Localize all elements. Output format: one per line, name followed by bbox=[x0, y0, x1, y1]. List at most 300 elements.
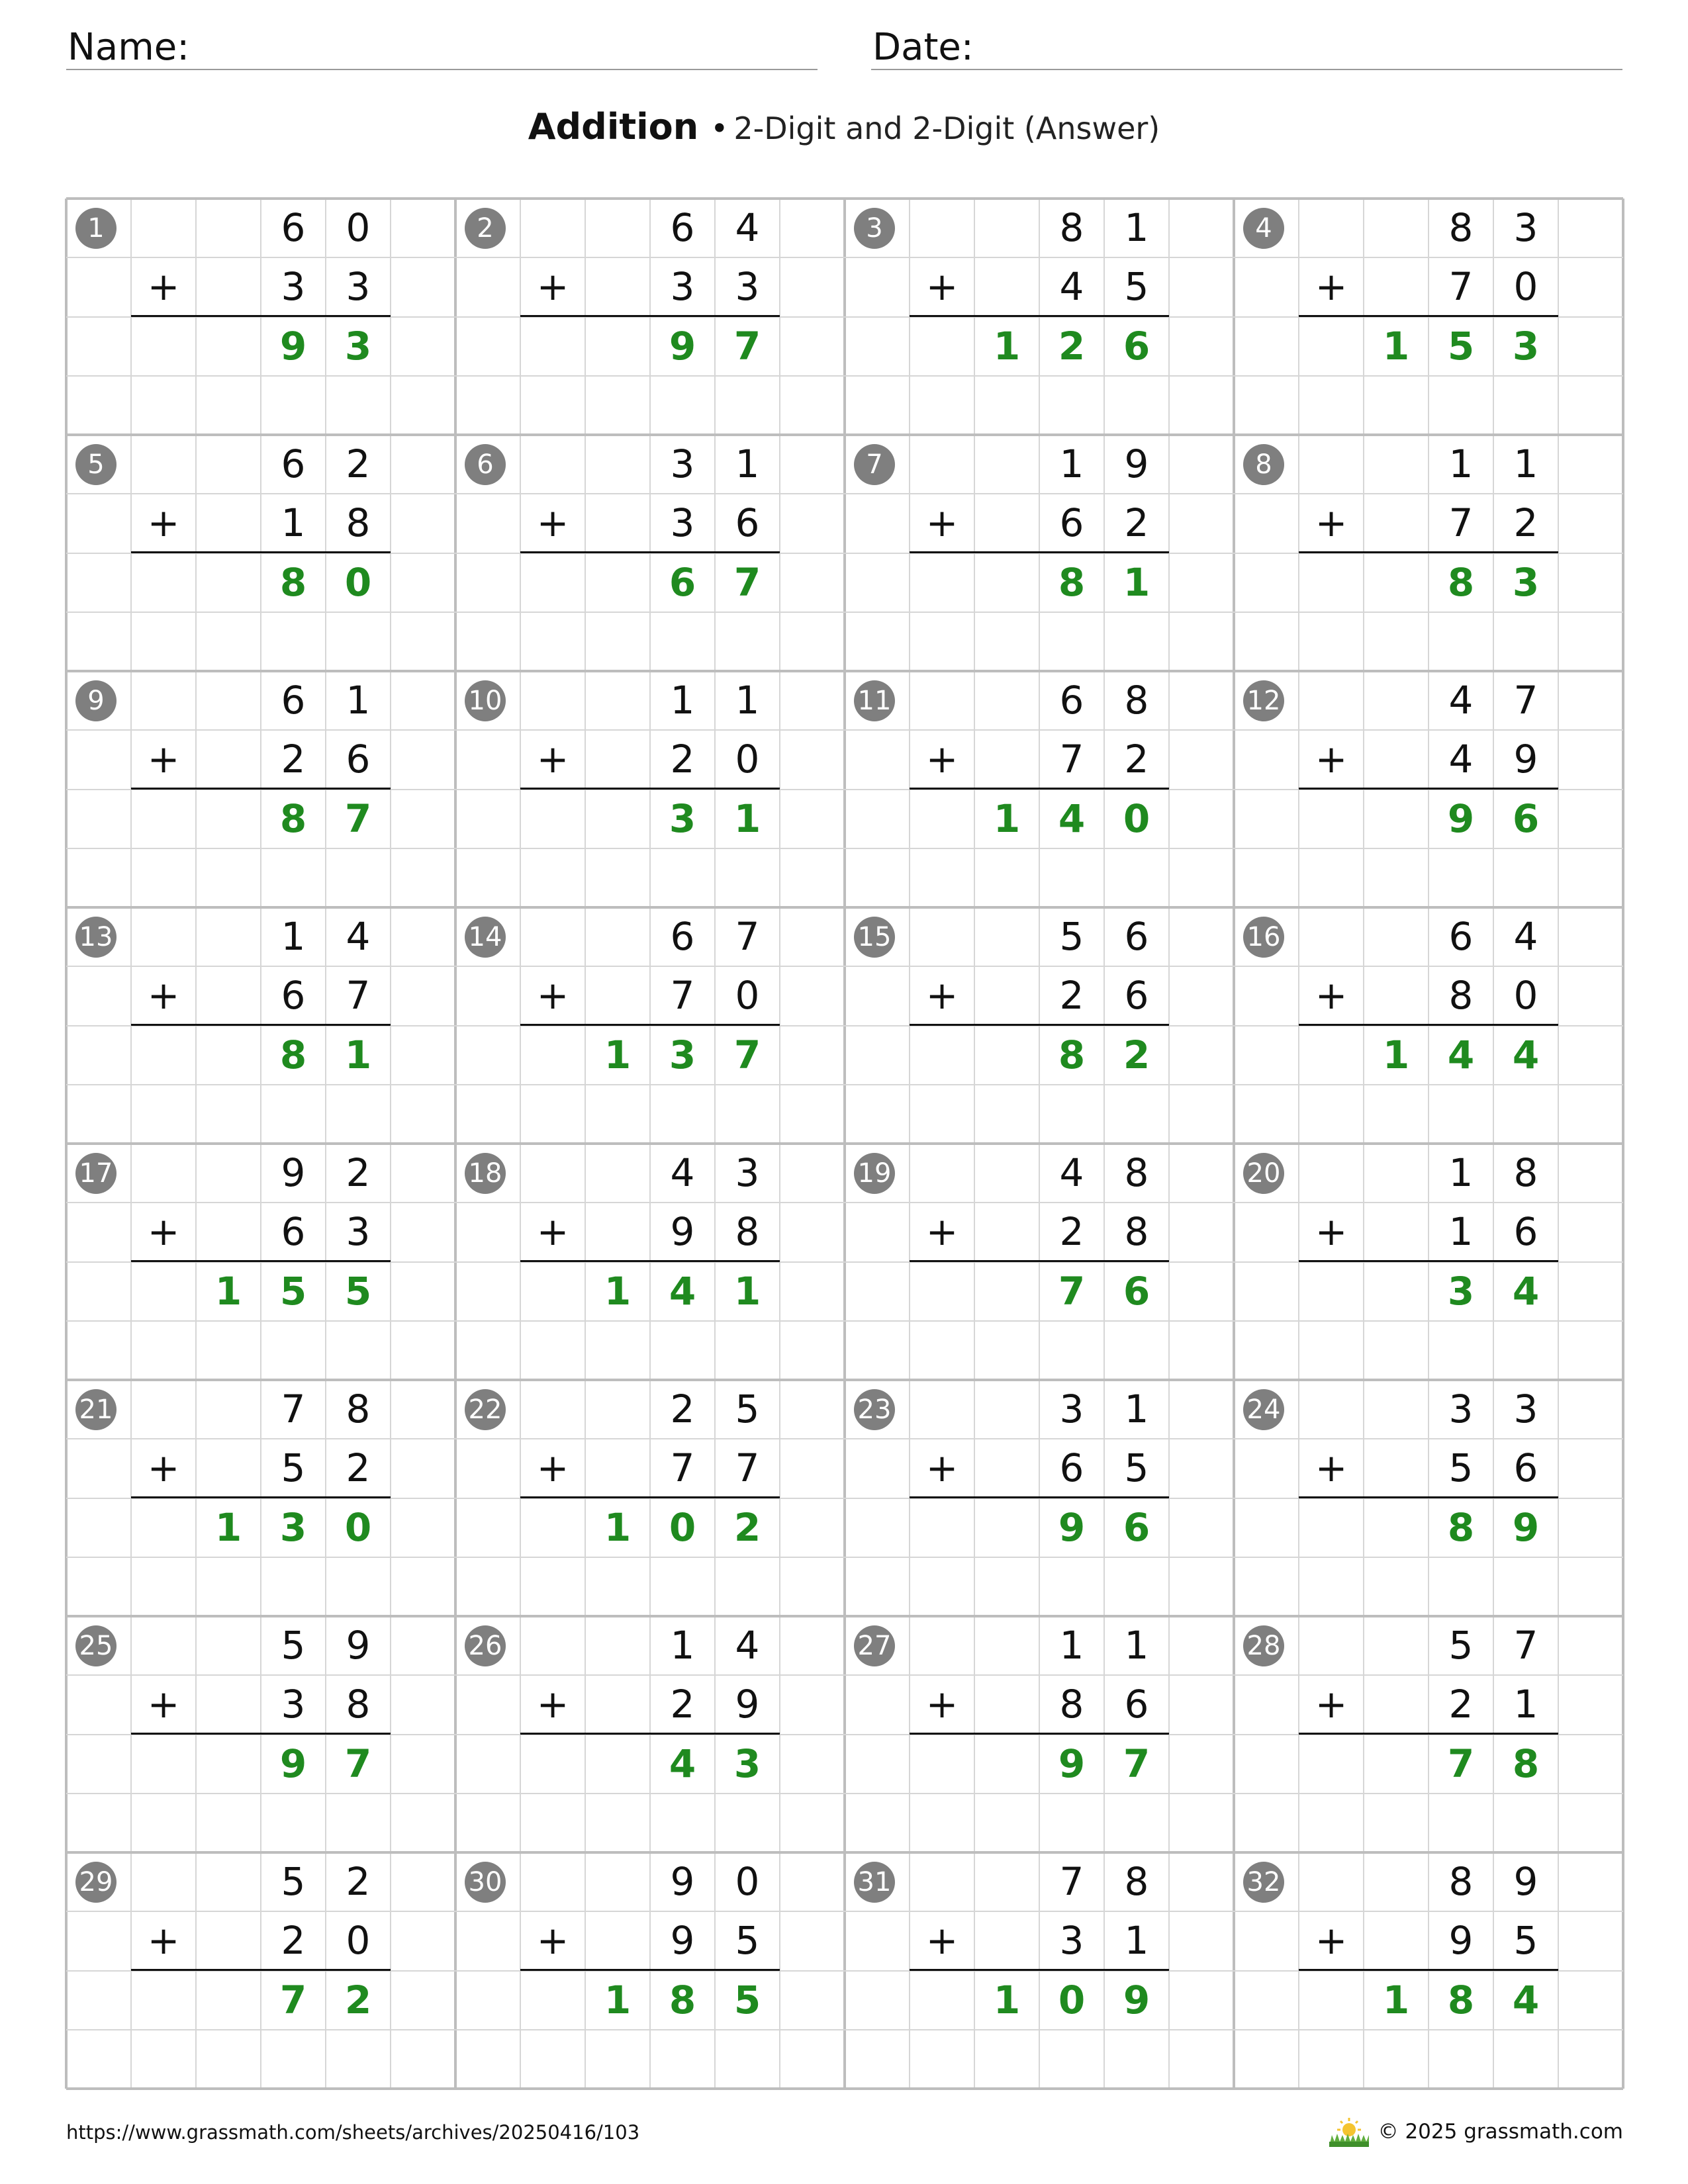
problem-18 bbox=[455, 1144, 845, 1380]
answer-digit: 7 bbox=[344, 1741, 372, 1786]
answer-digit: 9 bbox=[279, 323, 307, 369]
top-number-digit: 6 bbox=[1059, 678, 1084, 723]
plus-sign: + bbox=[536, 1445, 569, 1490]
plus-sign: + bbox=[1315, 1445, 1348, 1490]
bottom-number-digit: 8 bbox=[1448, 973, 1474, 1019]
bottom-number-digit: 3 bbox=[670, 500, 695, 546]
bottom-number-digit: 5 bbox=[1448, 1445, 1474, 1491]
bottom-number-digit: 2 bbox=[1059, 1209, 1084, 1255]
problem-20 bbox=[1234, 1144, 1623, 1380]
problem-22 bbox=[455, 1380, 845, 1616]
top-number-digit: 8 bbox=[1513, 1150, 1538, 1195]
top-number-digit: 4 bbox=[1448, 678, 1474, 723]
plus-sign: + bbox=[536, 1918, 569, 1963]
answer-digit: 8 bbox=[1058, 1032, 1086, 1077]
bottom-number-digit: 9 bbox=[735, 1682, 760, 1727]
top-number-digit: 2 bbox=[346, 441, 371, 486]
answer-digit: 7 bbox=[733, 1032, 761, 1077]
problem-number-badge: 11 bbox=[854, 680, 895, 721]
grass-sun-logo-icon bbox=[1328, 2115, 1370, 2148]
plus-sign: + bbox=[1315, 1682, 1348, 1727]
answer-digit: 5 bbox=[733, 1977, 761, 2023]
problem-number-badge: 5 bbox=[75, 444, 117, 485]
plus-sign: + bbox=[147, 1209, 180, 1254]
top-number-digit: 8 bbox=[1124, 1150, 1149, 1195]
top-number-digit: 9 bbox=[346, 1623, 371, 1668]
answer-digit: 7 bbox=[1123, 1741, 1150, 1786]
answer-digit: 7 bbox=[733, 559, 761, 605]
top-number-digit: 1 bbox=[281, 914, 306, 959]
bottom-number-digit: 3 bbox=[281, 1682, 306, 1727]
problem-24 bbox=[1234, 1380, 1623, 1616]
problem-number-badge: 7 bbox=[854, 444, 895, 485]
top-number-digit: 0 bbox=[346, 205, 371, 250]
answer-digit: 9 bbox=[1058, 1741, 1086, 1786]
answer-digit: 9 bbox=[1447, 796, 1475, 841]
answer-digit: 8 bbox=[1447, 559, 1475, 605]
bottom-number-digit: 2 bbox=[281, 737, 306, 782]
bottom-number-digit: 8 bbox=[346, 1682, 371, 1727]
answer-digit: 6 bbox=[1123, 323, 1150, 369]
problem-8 bbox=[1234, 435, 1623, 671]
answer-digit: 3 bbox=[669, 796, 696, 841]
answer-digit: 7 bbox=[733, 323, 761, 369]
answer-digit: 0 bbox=[1123, 796, 1150, 841]
problem-number-badge: 14 bbox=[465, 917, 506, 958]
bottom-number-digit: 6 bbox=[346, 737, 371, 782]
plus-sign: + bbox=[536, 973, 569, 1018]
bottom-number-digit: 9 bbox=[1513, 737, 1538, 782]
top-number-digit: 7 bbox=[735, 914, 760, 959]
top-number-digit: 1 bbox=[735, 678, 760, 723]
answer-digit: 8 bbox=[1447, 1977, 1475, 2023]
bottom-number-digit: 6 bbox=[1513, 1445, 1538, 1491]
answer-digit: 5 bbox=[1447, 323, 1475, 369]
top-number-digit: 5 bbox=[1059, 914, 1084, 959]
top-number-digit: 1 bbox=[346, 678, 371, 723]
plus-sign: + bbox=[1315, 973, 1348, 1018]
problem-number-badge: 21 bbox=[75, 1389, 117, 1430]
answer-digit: 7 bbox=[279, 1977, 307, 2023]
problem-number-badge: 28 bbox=[1243, 1625, 1284, 1666]
answer-digit: 5 bbox=[344, 1268, 372, 1314]
bottom-number-digit: 6 bbox=[1124, 973, 1149, 1019]
top-number-digit: 6 bbox=[670, 914, 695, 959]
top-number-digit: 6 bbox=[281, 205, 306, 250]
plus-sign: + bbox=[925, 264, 959, 309]
bottom-number-digit: 7 bbox=[1448, 264, 1474, 310]
plus-sign: + bbox=[147, 737, 180, 782]
plus-sign: + bbox=[147, 1445, 180, 1490]
plus-sign: + bbox=[1315, 264, 1348, 309]
top-number-digit: 7 bbox=[1513, 678, 1538, 723]
date-field[interactable] bbox=[871, 24, 1622, 70]
top-number-digit: 1 bbox=[670, 678, 695, 723]
top-number-digit: 4 bbox=[670, 1150, 695, 1195]
answer-digit: 1 bbox=[604, 1268, 632, 1314]
top-number-digit: 5 bbox=[735, 1387, 760, 1432]
top-number-digit: 5 bbox=[281, 1623, 306, 1668]
top-number-digit: 6 bbox=[1124, 914, 1149, 959]
footer-copyright: © 2025 grassmath.com bbox=[1378, 2120, 1623, 2144]
bottom-number-digit: 1 bbox=[1448, 1209, 1474, 1255]
answer-digit: 7 bbox=[1447, 1741, 1475, 1786]
answer-digit: 8 bbox=[279, 796, 307, 841]
bottom-number-digit: 0 bbox=[1513, 264, 1538, 310]
answer-digit: 4 bbox=[1512, 1977, 1540, 2023]
bottom-number-digit: 7 bbox=[735, 1445, 760, 1491]
problem-12 bbox=[1234, 671, 1623, 907]
answer-digit: 7 bbox=[1058, 1268, 1086, 1314]
problem-31 bbox=[845, 1852, 1234, 2089]
problem-number-badge: 6 bbox=[465, 444, 506, 485]
problem-28 bbox=[1234, 1616, 1623, 1852]
answer-digit: 1 bbox=[214, 1504, 242, 1550]
bottom-number-digit: 8 bbox=[1059, 1682, 1084, 1727]
answer-digit: 8 bbox=[669, 1977, 696, 2023]
bottom-number-digit: 2 bbox=[1124, 500, 1149, 546]
answer-digit: 6 bbox=[1123, 1268, 1150, 1314]
answer-digit: 0 bbox=[344, 1504, 372, 1550]
problem-27 bbox=[845, 1616, 1234, 1852]
problem-number-badge: 31 bbox=[854, 1862, 895, 1903]
top-number-digit: 8 bbox=[1124, 678, 1149, 723]
bottom-number-digit: 7 bbox=[1448, 500, 1474, 546]
problem-6 bbox=[455, 435, 845, 671]
plus-sign: + bbox=[1315, 500, 1348, 545]
bottom-number-digit: 6 bbox=[735, 500, 760, 546]
bottom-number-digit: 2 bbox=[1513, 500, 1538, 546]
problem-grid bbox=[66, 199, 1623, 2089]
problem-number-badge: 15 bbox=[854, 917, 895, 958]
top-number-digit: 1 bbox=[1124, 1387, 1149, 1432]
problem-number-badge: 3 bbox=[854, 208, 895, 249]
answer-digit: 3 bbox=[1512, 323, 1540, 369]
top-number-digit: 4 bbox=[346, 914, 371, 959]
answer-digit: 2 bbox=[1058, 323, 1086, 369]
answer-digit: 1 bbox=[214, 1268, 242, 1314]
plus-sign: + bbox=[147, 973, 180, 1018]
top-number-digit: 6 bbox=[281, 441, 306, 486]
answer-digit: 3 bbox=[1512, 559, 1540, 605]
problem-16 bbox=[1234, 907, 1623, 1144]
plus-sign: + bbox=[536, 737, 569, 782]
problem-number-badge: 4 bbox=[1243, 208, 1284, 249]
top-number-digit: 1 bbox=[1059, 441, 1084, 486]
problem-number-badge: 2 bbox=[465, 208, 506, 249]
answer-digit: 6 bbox=[1123, 1504, 1150, 1550]
top-number-digit: 0 bbox=[735, 1859, 760, 1904]
bottom-number-digit: 8 bbox=[735, 1209, 760, 1255]
plus-sign: + bbox=[536, 1682, 569, 1727]
problem-number-badge: 26 bbox=[465, 1625, 506, 1666]
bottom-number-digit: 9 bbox=[670, 1209, 695, 1255]
title-subtitle: 2-Digit and 2-Digit (Answer) bbox=[733, 111, 1160, 146]
bottom-number-digit: 1 bbox=[1513, 1682, 1538, 1727]
top-number-digit: 8 bbox=[346, 1387, 371, 1432]
top-number-digit: 1 bbox=[1124, 1623, 1149, 1668]
problem-number-badge: 20 bbox=[1243, 1153, 1284, 1194]
problem-14 bbox=[455, 907, 845, 1144]
answer-digit: 0 bbox=[1058, 1977, 1086, 2023]
bottom-number-digit: 6 bbox=[1059, 1445, 1084, 1491]
answer-digit: 9 bbox=[1123, 1977, 1150, 2023]
problem-19 bbox=[845, 1144, 1234, 1380]
top-number-digit: 4 bbox=[1513, 914, 1538, 959]
bottom-number-digit: 6 bbox=[1059, 500, 1084, 546]
name-label: Name: bbox=[68, 26, 190, 69]
top-number-digit: 6 bbox=[1448, 914, 1474, 959]
bottom-number-digit: 1 bbox=[281, 500, 306, 546]
answer-digit: 8 bbox=[1447, 1504, 1475, 1550]
top-number-digit: 3 bbox=[1059, 1387, 1084, 1432]
problem-5 bbox=[66, 435, 455, 671]
answer-digit: 1 bbox=[1382, 1032, 1410, 1077]
bottom-number-digit: 5 bbox=[1124, 264, 1149, 310]
plus-sign: + bbox=[536, 264, 569, 309]
bottom-number-digit: 5 bbox=[735, 1918, 760, 1964]
answer-digit: 5 bbox=[279, 1268, 307, 1314]
top-number-digit: 4 bbox=[735, 1623, 760, 1668]
bottom-number-digit: 0 bbox=[346, 1918, 371, 1964]
answer-digit: 8 bbox=[1512, 1741, 1540, 1786]
answer-digit: 4 bbox=[1512, 1268, 1540, 1314]
plus-sign: + bbox=[925, 737, 959, 782]
answer-digit: 1 bbox=[993, 323, 1021, 369]
answer-digit: 7 bbox=[344, 796, 372, 841]
answer-digit: 8 bbox=[279, 1032, 307, 1077]
bottom-number-digit: 2 bbox=[1124, 737, 1149, 782]
plus-sign: + bbox=[925, 1209, 959, 1254]
answer-digit: 9 bbox=[1512, 1504, 1540, 1550]
problem-17 bbox=[66, 1144, 455, 1380]
bottom-number-digit: 6 bbox=[1124, 1682, 1149, 1727]
answer-digit: 6 bbox=[1512, 796, 1540, 841]
plus-sign: + bbox=[147, 1918, 180, 1963]
top-number-digit: 1 bbox=[670, 1623, 695, 1668]
top-number-digit: 2 bbox=[346, 1150, 371, 1195]
answer-digit: 3 bbox=[279, 1504, 307, 1550]
answer-digit: 8 bbox=[279, 559, 307, 605]
answer-digit: 1 bbox=[733, 1268, 761, 1314]
bottom-number-digit: 7 bbox=[670, 1445, 695, 1491]
top-number-digit: 9 bbox=[670, 1859, 695, 1904]
top-number-digit: 1 bbox=[1448, 441, 1474, 486]
problem-number-badge: 17 bbox=[75, 1153, 117, 1194]
problem-15 bbox=[845, 907, 1234, 1144]
problem-number-badge: 25 bbox=[75, 1625, 117, 1666]
name-field[interactable] bbox=[66, 24, 818, 70]
top-number-digit: 7 bbox=[1513, 1623, 1538, 1668]
answer-digit: 3 bbox=[1447, 1268, 1475, 1314]
top-number-digit: 5 bbox=[1448, 1623, 1474, 1668]
top-number-digit: 1 bbox=[735, 441, 760, 486]
bottom-number-digit: 6 bbox=[1513, 1209, 1538, 1255]
top-number-digit: 1 bbox=[1513, 441, 1538, 486]
problem-9 bbox=[66, 671, 455, 907]
bottom-number-digit: 2 bbox=[281, 1918, 306, 1964]
plus-sign: + bbox=[925, 1445, 959, 1490]
problem-25 bbox=[66, 1616, 455, 1852]
plus-sign: + bbox=[536, 500, 569, 545]
top-number-digit: 1 bbox=[1448, 1150, 1474, 1195]
bottom-number-digit: 0 bbox=[735, 973, 760, 1019]
bottom-number-digit: 2 bbox=[1059, 973, 1084, 1019]
top-number-digit: 1 bbox=[1059, 1623, 1084, 1668]
plus-sign: + bbox=[1315, 1918, 1348, 1963]
top-number-digit: 3 bbox=[1513, 1387, 1538, 1432]
problem-10 bbox=[455, 671, 845, 907]
answer-digit: 0 bbox=[344, 559, 372, 605]
top-number-digit: 2 bbox=[670, 1387, 695, 1432]
problem-number-badge: 22 bbox=[465, 1389, 506, 1430]
problem-29 bbox=[66, 1852, 455, 2089]
plus-sign: + bbox=[147, 264, 180, 309]
bottom-number-digit: 2 bbox=[670, 737, 695, 782]
answer-digit: 1 bbox=[993, 1977, 1021, 2023]
answer-digit: 1 bbox=[1382, 1977, 1410, 2023]
problem-23 bbox=[845, 1380, 1234, 1616]
problem-3 bbox=[845, 199, 1234, 435]
top-number-digit: 8 bbox=[1448, 205, 1474, 250]
answer-digit: 1 bbox=[604, 1032, 632, 1077]
bottom-number-digit: 5 bbox=[1513, 1918, 1538, 1964]
answer-digit: 2 bbox=[733, 1504, 761, 1550]
problem-number-badge: 9 bbox=[75, 680, 117, 721]
answer-digit: 1 bbox=[344, 1032, 372, 1077]
answer-digit: 1 bbox=[733, 796, 761, 841]
answer-digit: 6 bbox=[669, 559, 696, 605]
top-number-digit: 6 bbox=[281, 678, 306, 723]
bottom-number-digit: 7 bbox=[1059, 737, 1084, 782]
answer-digit: 4 bbox=[669, 1741, 696, 1786]
bottom-number-digit: 9 bbox=[670, 1918, 695, 1964]
answer-digit: 9 bbox=[1058, 1504, 1086, 1550]
problem-21 bbox=[66, 1380, 455, 1616]
plus-sign: + bbox=[925, 500, 959, 545]
problem-number-badge: 19 bbox=[854, 1153, 895, 1194]
problem-number-badge: 8 bbox=[1243, 444, 1284, 485]
problem-number-badge: 27 bbox=[854, 1625, 895, 1666]
answer-digit: 1 bbox=[604, 1504, 632, 1550]
bottom-number-digit: 3 bbox=[670, 264, 695, 310]
problem-30 bbox=[455, 1852, 845, 2089]
answer-digit: 2 bbox=[1123, 1032, 1150, 1077]
answer-digit: 4 bbox=[1058, 796, 1086, 841]
bottom-number-digit: 5 bbox=[281, 1445, 306, 1491]
answer-digit: 1 bbox=[1382, 323, 1410, 369]
problem-number-badge: 24 bbox=[1243, 1389, 1284, 1430]
answer-digit: 3 bbox=[733, 1741, 761, 1786]
answer-digit: 3 bbox=[669, 1032, 696, 1077]
answer-digit: 1 bbox=[993, 796, 1021, 841]
plus-sign: + bbox=[147, 500, 180, 545]
bottom-number-digit: 9 bbox=[1448, 1918, 1474, 1964]
problem-7 bbox=[845, 435, 1234, 671]
top-number-digit: 8 bbox=[1448, 1859, 1474, 1904]
answer-digit: 9 bbox=[279, 1741, 307, 1786]
plus-sign: + bbox=[925, 1918, 959, 1963]
bottom-number-digit: 6 bbox=[281, 1209, 306, 1255]
problem-32 bbox=[1234, 1852, 1623, 2089]
bottom-number-digit: 7 bbox=[670, 973, 695, 1019]
answer-digit: 1 bbox=[604, 1977, 632, 2023]
bottom-number-digit: 3 bbox=[346, 1209, 371, 1255]
problem-number-badge: 10 bbox=[465, 680, 506, 721]
footer-url: https://www.grassmath.com/sheets/archives/20250416/103 bbox=[66, 2121, 640, 2144]
top-number-digit: 5 bbox=[281, 1859, 306, 1904]
plus-sign: + bbox=[536, 1209, 569, 1254]
bottom-number-digit: 3 bbox=[346, 264, 371, 310]
problem-11 bbox=[845, 671, 1234, 907]
problem-4 bbox=[1234, 199, 1623, 435]
plus-sign: + bbox=[925, 1682, 959, 1727]
problem-number-badge: 1 bbox=[75, 208, 117, 249]
bottom-number-digit: 0 bbox=[1513, 973, 1538, 1019]
problem-1 bbox=[66, 199, 455, 435]
top-number-digit: 6 bbox=[670, 205, 695, 250]
problem-number-badge: 23 bbox=[854, 1389, 895, 1430]
problem-number-badge: 13 bbox=[75, 917, 117, 958]
answer-digit: 1 bbox=[1123, 559, 1150, 605]
bottom-number-digit: 1 bbox=[1124, 1918, 1149, 1964]
top-number-digit: 3 bbox=[670, 441, 695, 486]
plus-sign: + bbox=[1315, 1209, 1348, 1254]
bottom-number-digit: 4 bbox=[1059, 264, 1084, 310]
top-number-digit: 9 bbox=[281, 1150, 306, 1195]
title-separator: • bbox=[710, 111, 729, 146]
problem-number-badge: 16 bbox=[1243, 917, 1284, 958]
bottom-number-digit: 8 bbox=[346, 500, 371, 546]
bottom-number-digit: 2 bbox=[346, 1445, 371, 1491]
top-number-digit: 9 bbox=[1124, 441, 1149, 486]
top-number-digit: 7 bbox=[1059, 1859, 1084, 1904]
plus-sign: + bbox=[1315, 737, 1348, 782]
bottom-number-digit: 3 bbox=[281, 264, 306, 310]
bottom-number-digit: 5 bbox=[1124, 1445, 1149, 1491]
problem-number-badge: 32 bbox=[1243, 1862, 1284, 1903]
top-number-digit: 3 bbox=[1513, 205, 1538, 250]
top-number-digit: 3 bbox=[735, 1150, 760, 1195]
problem-number-badge: 12 bbox=[1243, 680, 1284, 721]
plus-sign: + bbox=[925, 973, 959, 1018]
top-number-digit: 2 bbox=[346, 1859, 371, 1904]
answer-digit: 3 bbox=[344, 323, 372, 369]
title-main: Addition bbox=[528, 106, 699, 148]
top-number-digit: 8 bbox=[1059, 205, 1084, 250]
problem-26 bbox=[455, 1616, 845, 1852]
bottom-number-digit: 2 bbox=[1448, 1682, 1474, 1727]
top-number-digit: 4 bbox=[1059, 1150, 1084, 1195]
top-number-digit: 4 bbox=[735, 205, 760, 250]
plus-sign: + bbox=[147, 1682, 180, 1727]
answer-digit: 9 bbox=[669, 323, 696, 369]
date-label: Date: bbox=[872, 26, 974, 69]
top-number-digit: 1 bbox=[1124, 205, 1149, 250]
bottom-number-digit: 4 bbox=[1448, 737, 1474, 782]
top-number-digit: 7 bbox=[281, 1387, 306, 1432]
bottom-number-digit: 3 bbox=[1059, 1918, 1084, 1964]
top-number-digit: 3 bbox=[1448, 1387, 1474, 1432]
bottom-number-digit: 3 bbox=[735, 264, 760, 310]
problem-number-badge: 29 bbox=[75, 1862, 117, 1903]
answer-digit: 4 bbox=[1512, 1032, 1540, 1077]
problem-number-badge: 18 bbox=[465, 1153, 506, 1194]
answer-digit: 2 bbox=[344, 1977, 372, 2023]
bottom-number-digit: 7 bbox=[346, 973, 371, 1019]
worksheet-title bbox=[0, 106, 1688, 148]
problem-number-badge: 30 bbox=[465, 1862, 506, 1903]
